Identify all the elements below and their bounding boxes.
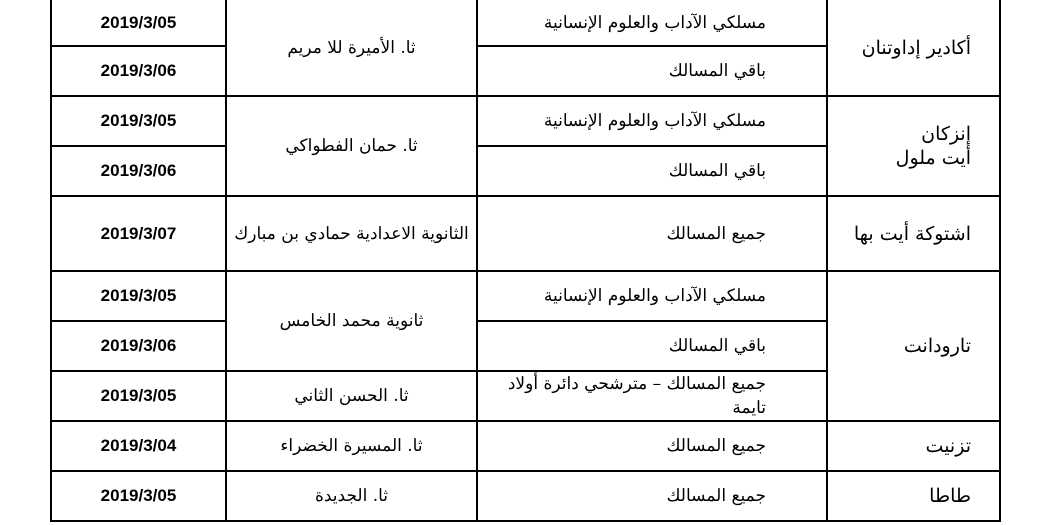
track-cell: باقي المسالك xyxy=(477,146,827,196)
exam-date-cell: 2019/3/06 xyxy=(51,46,226,96)
school-cell: ثا. الحسن الثاني xyxy=(226,371,477,421)
exam-date-cell: 2019/3/05 xyxy=(51,0,226,46)
school-cell: ثا. الجديدة xyxy=(226,471,477,521)
school-cell: ثا. الأميرة للا مريم xyxy=(226,0,477,96)
region-cell: تزنيت xyxy=(827,421,1000,471)
school-cell: ثا. المسيرة الخضراء xyxy=(226,421,477,471)
table-row xyxy=(51,271,1000,321)
region-cell xyxy=(827,96,1000,196)
region-line: إنزكان xyxy=(921,123,971,145)
track-cell: مسلكي الآداب والعلوم الإنسانية xyxy=(477,0,827,46)
track-cell: باقي المسالك xyxy=(477,46,827,96)
track-cell: مسلكي الآداب والعلوم الإنسانية xyxy=(477,271,827,321)
table-row xyxy=(51,421,1000,471)
region-cell: أكادير إداوتنان xyxy=(827,0,1000,96)
exam-date-cell: 2019/3/04 xyxy=(51,421,226,471)
track-cell: باقي المسالك xyxy=(477,321,827,371)
exam-date-cell: 2019/3/06 xyxy=(51,321,226,371)
exam-date-cell: 2019/3/05 xyxy=(51,471,226,521)
track-cell: جميع المسالك xyxy=(477,421,827,471)
region-line: أيت ملول xyxy=(895,147,971,169)
table-row xyxy=(51,0,1000,46)
exam-date-cell: 2019/3/05 xyxy=(51,271,226,321)
table-row xyxy=(51,96,1000,146)
track-cell: جميع المسالك xyxy=(477,471,827,521)
region-cell: اشتوكة أيت بها xyxy=(827,196,1000,271)
region-cell: تارودانت xyxy=(827,271,1000,421)
exam-date-cell: 2019/3/06 xyxy=(51,146,226,196)
track-cell: مسلكي الآداب والعلوم الإنسانية xyxy=(477,96,827,146)
school-cell: ثا. حمان الفطواكي xyxy=(226,96,477,196)
exam-date-cell: 2019/3/05 xyxy=(51,371,226,421)
track-cell: جميع المسالك – مترشحي دائرة أولاد تايمة xyxy=(477,371,827,421)
exam-schedule-table xyxy=(50,0,1001,522)
region-cell: طاطا xyxy=(827,471,1000,521)
school-cell: الثانوية الاعدادية حمادي بن مبارك xyxy=(226,196,477,271)
school-cell: ثانوية محمد الخامس xyxy=(226,271,477,371)
track-cell: جميع المسالك xyxy=(477,196,827,271)
table-row xyxy=(51,196,1000,271)
exam-date-cell: 2019/3/05 xyxy=(51,96,226,146)
exam-date-cell: 2019/3/07 xyxy=(51,196,226,271)
table-row xyxy=(51,471,1000,521)
